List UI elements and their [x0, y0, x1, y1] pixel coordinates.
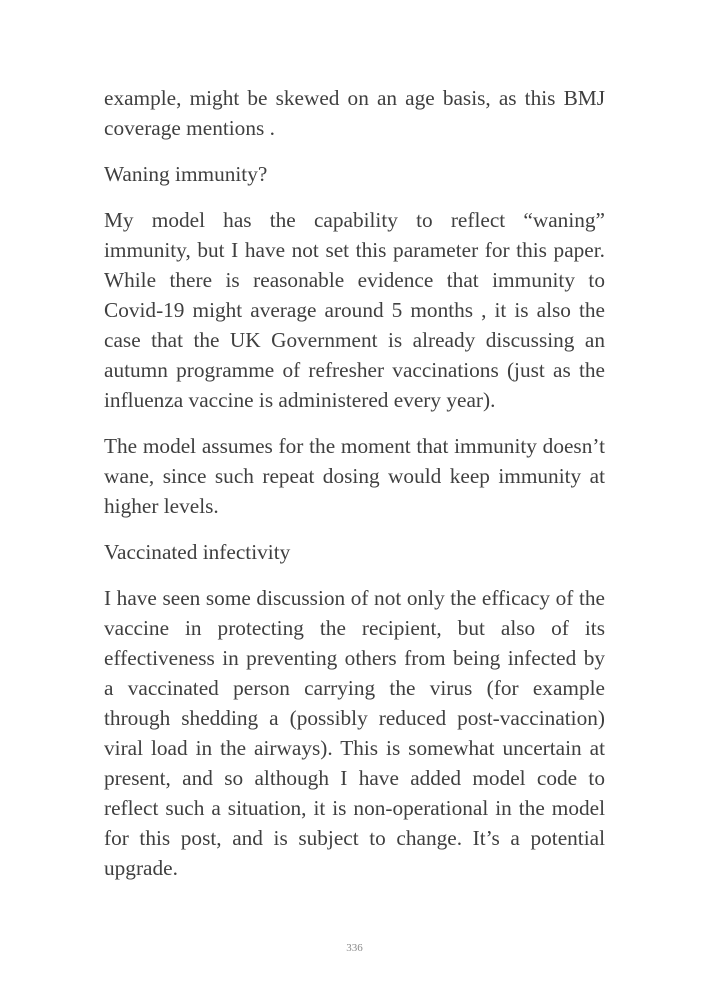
paragraph-waning-model: My model has the capability to reflect “waning” immunity, but I have not set this parameter for this paper. While there is reasonable evidence that immunity to Covid-19 might average around 5 months , it is also the case that the UK Government is already discussing an autumn programme of refresher vaccinations (just as the influenza vaccine is administered every year). [104, 208, 605, 412]
paragraph-immunity-assumption: The model assumes for the moment that immunity doesn’t wane, since such repeat dosing would keep immunity at higher levels. [104, 434, 605, 518]
section-heading-waning-immunity: Waning immunity? [104, 162, 268, 186]
paragraph-continuation: example, might be skewed on an age basis, as this BMJ coverage mentions . [104, 86, 605, 140]
section-heading-vaccinated-infectivity: Vaccinated infectivity [104, 540, 291, 564]
page-number: 336 [346, 942, 363, 954]
paragraph-vaccinated-infectivity: I have seen some discussion of not only the efficacy of the vaccine in protecting the recipient, but also of its effectiveness in preventing others from being infected by a vaccinated person carrying the virus (for example through shedding a (possibly reduced post-vaccination) viral load in the airways). This is somewhat uncertain at present, and so although I have added model code to reflect such a situation, it is non-operational in the model for this post, and is subject to change. It’s a potential upgrade. [104, 586, 605, 880]
page-body [104, 83, 605, 899]
